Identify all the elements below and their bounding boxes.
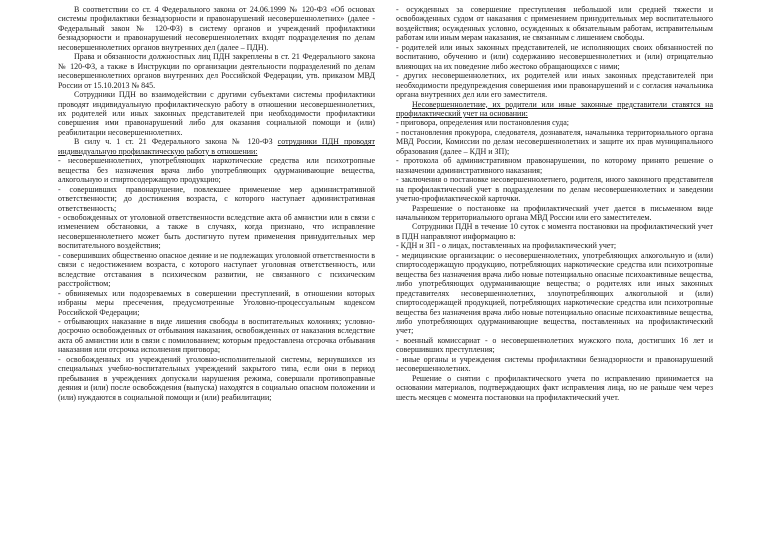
- paragraph: [396, 43, 713, 71]
- paragraph: [396, 128, 713, 156]
- paragraph-text: - несовершеннолетних, употребляющих наркотические средства или психотропные вещества без назначения врача либо употребляющих одурманивающие вещества, алкогольную и спиртосодержащую продукцию;: [58, 156, 375, 185]
- paragraph-text: - КДН и ЗП - о лицах, поставленных на профилактический учет;: [396, 241, 617, 251]
- paragraph-text: Сотрудники ПДН в течение 10 суток с момента постановки на профилактический учет в ПДН направляют информацию в:: [396, 222, 713, 241]
- paragraph-text: - приговора, определения или постановления суда;: [396, 118, 569, 128]
- paragraph: [58, 52, 375, 90]
- paragraph: [396, 118, 713, 127]
- left-text-column: [58, 5, 375, 532]
- paragraph-text: - протокола об административном правонарушении, по которому принято решение о назначении административного наказания;: [396, 156, 713, 175]
- paragraph: [58, 289, 375, 317]
- paragraph: [58, 156, 375, 184]
- right-text-column: [396, 5, 713, 532]
- paragraph: [58, 137, 375, 156]
- paragraph-text: - обвиняемых или подозреваемых в совершении преступлений, в отношении которых избраны меры пресечения, предусмотренные Уголовно-процессуальным кодексом Российской Федерации;: [58, 288, 375, 317]
- paragraph-text: - военный комиссариат - о несовершеннолетних мужского пола, достигших 16 лет и совершивших преступления;: [396, 335, 713, 355]
- paragraph: [396, 251, 713, 336]
- paragraph: [396, 71, 713, 99]
- paragraph-text: - совершивших общественно опасное деяние и не подлежащих уголовной ответственности в связи с недостижением возраста, с которого наступает уголовная ответственность, или вследствие отставания в психическом развитии, не связанного с психическим расстройством;: [58, 250, 375, 289]
- paragraph: [396, 5, 713, 43]
- paragraph: [396, 355, 713, 374]
- paragraph-text: - постановления прокурора, следователя, дознавателя, начальника территориального органа МВД России, Комиссии по делам несовершеннолетних и защите их прав муниципального образования (далее – КДН и ЗП);: [396, 127, 713, 156]
- paragraph-text: - освобожденных из учреждений уголовно-исполнительной системы, вернувшихся из специальных учебно-воспитательных учреждений закрытого типа, если они в период пребывания в учреждениях допускали нарушения режима, совершали противоправные деяния и (или) после освобождения (выпуска) находятся в социально опасном положении и (или) нуждаются в социальной помощи и (или) реабилитации;: [58, 354, 375, 402]
- paragraph-text: В силу ч. 1 ст. 21 Федерального закона № 120-ФЗ: [74, 137, 278, 147]
- paragraph: [58, 185, 375, 213]
- paragraph: [396, 374, 713, 402]
- paragraph: [396, 336, 713, 355]
- paragraph: [396, 222, 713, 241]
- paragraph-text: - медицинские организации: о несовершеннолетних, употребляющих алкогольную и (или) спиртосодержащую продукцию, потребляющих наркотические средства или психотропные вещества без назначения врача либо новые потенциально опасные психоактивные вещества, либо употребляющих одурманивающие вещества; о родителях или иных законных представителях несовершеннолетних, злоупотребляющих алкогольной и (или) спиртосодержащей продукцией, потребляющих наркотические средства или психотропные вещества без назначения врача либо новые потенциально опасные психоактивные вещества, либо употребляющих одурманивающие вещества, поставленных на профилактический учет;: [396, 250, 713, 336]
- underlined-text: Несовершеннолетние, их родители или иные законные представители ставятся на профилактический учет на основании:: [396, 99, 713, 118]
- paragraph-text: Права и обязанности должностных лиц ПДН закреплены в ст. 21 Федерального закона № 120-ФЗ, а также в Инструкции по организации деятельности подразделений по делам несовершеннолетних органов внутренних дел Российской Федерации, утв. приказом МВД России от 15.10.2013 № 845.: [58, 52, 375, 90]
- paragraph: [58, 213, 375, 251]
- paragraph-text: Сотрудники ПДН во взаимодействии с другими субъектами системы профилактики проводят индивидуальную профилактическую работу в отношении несовершеннолетних, их родителей или иных законных представителей при необходимости профилактики совершения ими правонарушений либо для оказания социальной помощи и (или) реабилитации несовершеннолетних.: [58, 90, 375, 137]
- paragraph: [58, 90, 375, 137]
- paragraph: [396, 204, 713, 223]
- paragraph: [58, 251, 375, 289]
- paragraph-text: - других несовершеннолетних, их родителей или иных законных представителей при необходимости предупреждения совершения ими правонарушений и с согласия начальника органа внутренних дел или его заместителя.: [396, 71, 713, 100]
- paragraph: [58, 355, 375, 402]
- paragraph: [396, 156, 713, 175]
- paragraph-text: - отбывающих наказание в виде лишения свободы в воспитательных колониях; условно-досрочно освобожденных от отбывания наказания, освобожденных от наказания вследствие акта об амнистии или в связи с помилованием; которым предоставлена отсрочка отбывания наказания или отсрочка исполнения приговора;: [58, 316, 375, 355]
- paragraph-text: - осужденных за совершение преступления небольшой или средней тяжести и освобожденных судом от наказания с применением принудительных мер воспитательного воздействия; осужденных условно, осужденных к обязательным работам, исправительным работам или иным мерам наказания, не связанным с лишением свободы.: [396, 5, 713, 43]
- paragraph-text: - совершивших правонарушение, повлекшее применение мер административной ответственности; до достижения возраста, с которого наступает административная ответственность;: [58, 184, 375, 213]
- paragraph-text: - иные органы и учреждения системы профилактики безнадзорности и правонарушений несовершеннолетних.: [396, 354, 713, 374]
- paragraph: [396, 175, 713, 203]
- paragraph: [58, 5, 375, 52]
- paragraph: [396, 100, 713, 119]
- underlined-text: сотрудники ПДН проводят индивидуальную профилактическую работу в отношении:: [58, 137, 375, 156]
- paragraph: [58, 317, 375, 355]
- paragraph-text: Разрешение о постановке на профилактический учет дается в письменном виде начальником территориального органа МВД России или его заместителем.: [396, 203, 713, 222]
- paragraph-text: - заключения о постановке несовершеннолетнего, родителя, иного законного представителя на профилактический учет в подразделении по делам несовершеннолетних и заведении учетно-профилактической карточки.: [396, 175, 713, 204]
- paragraph-text: - освобожденных от уголовной ответственности вследствие акта об амнистии или в связи с изменением обстановки, а также в случаях, когда признано, что исправление несовершеннолетнего может быть достигнуто путем применения принудительных мер воспитательного воздействия;: [58, 212, 375, 251]
- paragraph-text: В соответствии со ст. 4 Федерального закона от 24.06.1999 № 120-ФЗ «Об основах системы профилактики безнадзорности и правонарушений несовершеннолетних» (далее - Федеральный закон № 120-ФЗ) в систему органов и учреждений профилактики безнадзорности и правонарушений несовершеннолетних входят подразделения по делам несовершеннолетних органов внутренних дел (далее – ПДН).: [58, 5, 375, 52]
- paragraph-text: Решение о снятии с профилактического учета по исправлению принимается на основании материалов, подтверждающих факт исправления лица, но не раньше чем через шесть месяцев с момента постановки на профилактический учет.: [396, 373, 713, 402]
- paragraph-text: - родителей или иных законных представителей, не исполняющих своих обязанностей по воспитанию, обучению и (или) содержанию несовершеннолетних и (или) отрицательно влияющих на их поведение либо жестоко обращающихся с ними;: [396, 42, 713, 71]
- paragraph: [396, 241, 713, 250]
